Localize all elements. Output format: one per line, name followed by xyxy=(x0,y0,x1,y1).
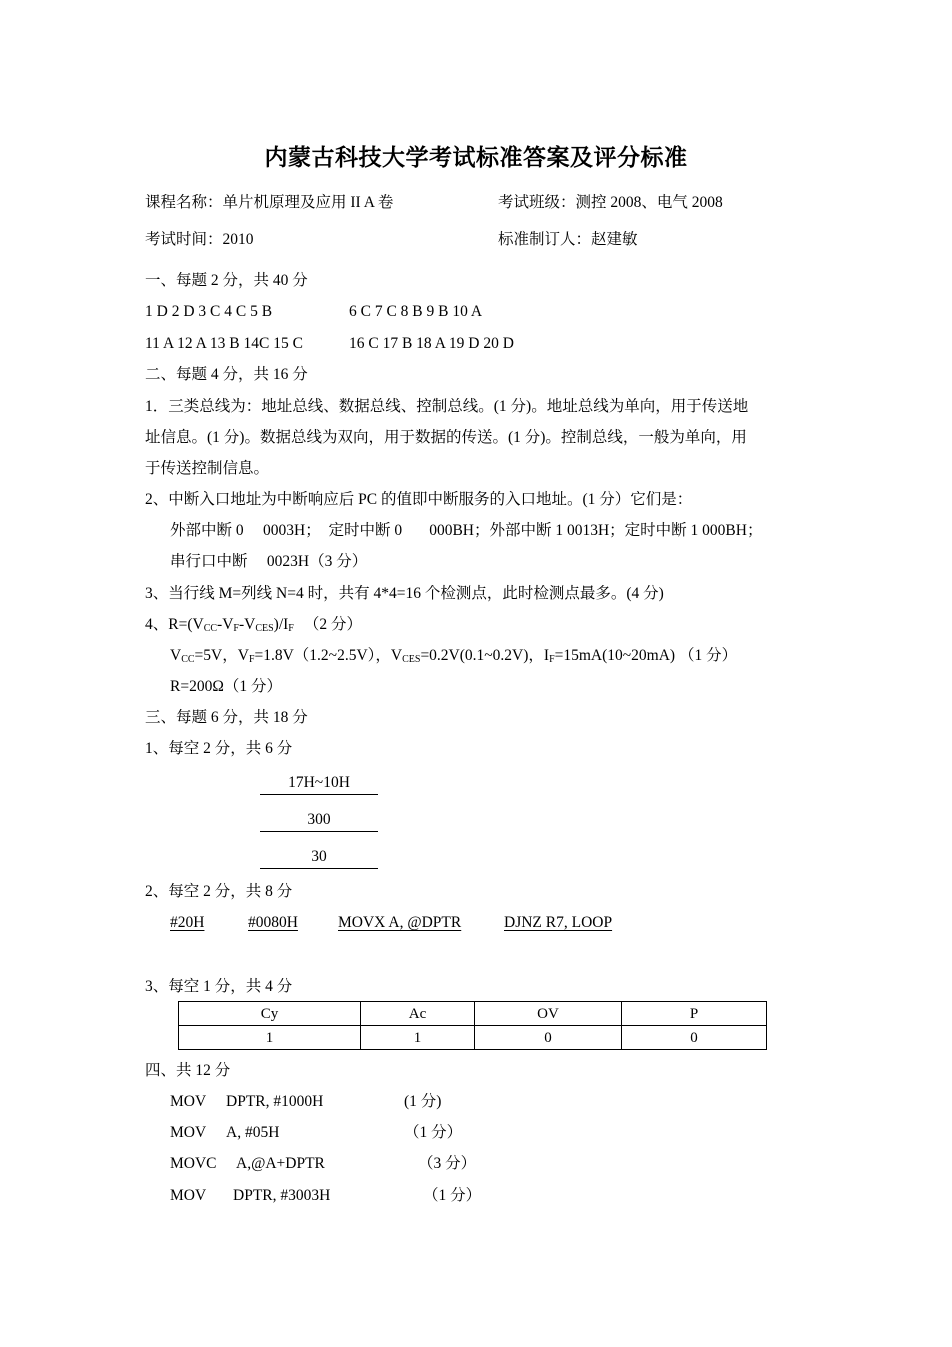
section1-answers-11-15: 11 A 12 A 13 B 14C 15 C xyxy=(145,335,303,352)
exam-classes: 考试班级：测控 2008、电气 2008 xyxy=(498,194,723,211)
q2-line-2: 外部中断 0 0003H； 定时中断 0 000BH；外部中断 1 0013H；定时中断 1 000BH； xyxy=(170,522,763,539)
course-name: 课程名称：单片机原理及应用 II A 卷 xyxy=(145,194,394,211)
exam-time: 考试时间：2010 xyxy=(145,231,254,248)
table-cell: 0 xyxy=(475,1026,622,1050)
q1-line-1: 1．三类总线为：地址总线、数据总线、控制总线。(1 分)。地址总线为单向，用于传送地 xyxy=(145,398,749,415)
fill-answer-2: #0080H xyxy=(248,914,298,931)
code-args: DPTR, #1000H xyxy=(226,1093,324,1110)
table-header-cell: Cy xyxy=(179,1002,361,1026)
table-header-cell: Ac xyxy=(361,1002,475,1026)
q1-line-3: 于传送控制信息。 xyxy=(145,460,270,477)
table-header-row xyxy=(179,1002,767,1026)
code-score: (1 分) xyxy=(404,1093,442,1110)
section3-sub1: 1、每空 2 分，共 6 分 xyxy=(145,740,293,757)
section1-answers-1-5: 1 D 2 D 3 C 4 C 5 B xyxy=(145,303,273,320)
q2-line-1: 2、中断入口地址为中断响应后 PC 的值即中断服务的入口地址。(1 分）它们是： xyxy=(145,491,693,508)
table-header-cell: OV xyxy=(475,1002,622,1026)
code-score: （1 分） xyxy=(423,1187,482,1204)
standard-author: 标准制订人：赵建敏 xyxy=(498,231,638,248)
blank-answer-3: 30 xyxy=(260,847,378,869)
table-cell: 1 xyxy=(361,1026,475,1050)
q2-line-3: 串行口中断 0023H（3 分） xyxy=(170,553,368,570)
fill-answer-1: #20H xyxy=(170,914,205,931)
section3-heading: 三、每题 6 分，共 18 分 xyxy=(145,709,308,726)
section1-answers-16-20: 16 C 17 B 18 A 19 D 20 D xyxy=(349,335,514,352)
section3-sub2: 2、每空 2 分，共 8 分 xyxy=(145,883,293,900)
code-op: MOV xyxy=(170,1124,207,1141)
table-cell: 1 xyxy=(179,1026,361,1050)
psw-flags-table xyxy=(178,1001,767,1050)
q4-result: R=200Ω（1 分） xyxy=(170,678,282,695)
fill-answer-3: MOVX A, @DPTR xyxy=(338,914,462,931)
page-title: 内蒙古科技大学考试标准答案及评分标准 xyxy=(264,145,688,171)
table-cell: 0 xyxy=(622,1026,767,1050)
q1-line-2: 址信息。(1 分)。数据总线为双向，用于数据的传送。(1 分)。控制总线，一般为单向，用 xyxy=(145,429,747,446)
q4-formula: 4、$R=(V_{CC}-V_F-V_{CES})/I_F$ （2 分） xyxy=(145,616,362,634)
section1-heading: 一、每题 2 分，共 40 分 xyxy=(145,272,308,289)
code-score: （1 分） xyxy=(404,1124,463,1141)
blank-answer-2: 300 xyxy=(260,810,378,832)
code-args: DPTR, #3003H xyxy=(233,1187,331,1204)
code-op: MOV xyxy=(170,1093,207,1110)
fill-answer-4: DJNZ R7, LOOP xyxy=(504,914,613,931)
code-args: A,@A+DPTR xyxy=(236,1155,325,1172)
code-args: A, #05H xyxy=(226,1124,280,1141)
blank-answer-1: 17H~10H xyxy=(260,773,378,795)
code-score: （3 分） xyxy=(418,1155,477,1172)
section3-sub3: 3、每空 1 分，共 4 分 xyxy=(145,978,293,995)
table-row xyxy=(179,1026,767,1050)
section2-heading: 二、每题 4 分，共 16 分 xyxy=(145,366,308,383)
table-header-cell: P xyxy=(622,1002,767,1026)
q3-answer: 3、当行线 M=列线 N=4 时，共有 4*4=16 个检测点，此时检测点最多。(4 分) xyxy=(145,585,664,602)
section1-answers-6-10: 6 C 7 C 8 B 9 B 10 A xyxy=(349,303,483,320)
code-op: MOVC xyxy=(170,1155,217,1172)
q4-values: $V_{CC}=5V$，$V_F=1.8V(1.2\sim 2.5V)$，$V_{CES}=0.2V(0.1\sim 0.2V)$，$I_F=15mA(10\sim 20mA)$ （1 分） xyxy=(170,647,738,665)
code-op: MOV xyxy=(170,1187,207,1204)
section4-heading: 四、共 12 分 xyxy=(145,1062,231,1079)
